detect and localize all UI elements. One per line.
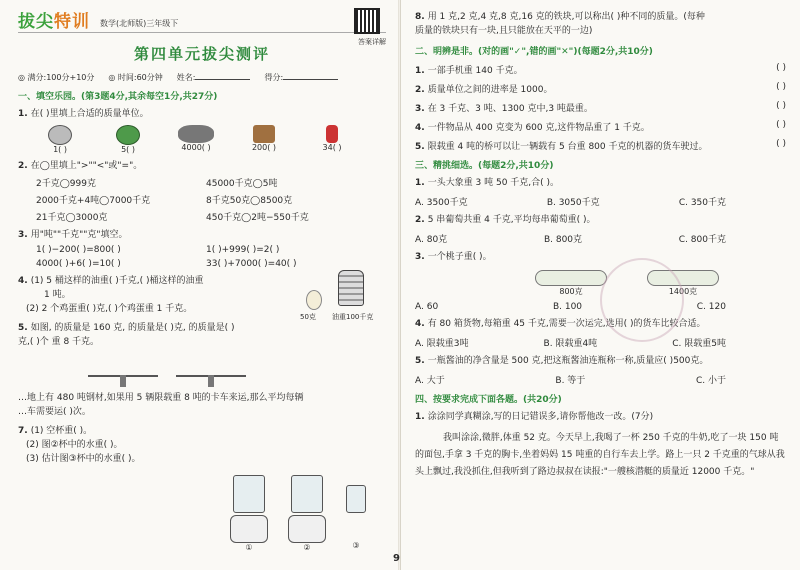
q1-pictures [36,125,386,154]
balance-scale-icon [88,353,158,377]
comparison-item[interactable]: 2千克◯999克 [36,179,96,189]
question-6: …地上有 480 吨钢材,如果用 5 辆限载重 8 吨的卡车来运,那么平均每辆 …车需要运( )次。 [18,393,304,417]
mc-options[interactable]: A. 3500千克 B. 3050千克 C. 350千克 [415,198,726,208]
section-4-heading: 四、按要求完成下面各题。(共20分) [415,395,562,405]
section-2-heading: 二、明辨是非。(对的画"✓",错的画"✕")(每题2分,共10分) [415,47,653,57]
full-score: ◎ 满分:100分+10分 [18,73,95,82]
question-4: 4. (1) 5 桶这样的油重( )千克,( )桶这样的油重 1 吨。 (2) 2 个鸡蛋重( )克,( )个鸡蛋重 1 千克。 50克 油重100千克 [18,274,386,316]
subject-label: 数学(北师版)三年级下 [100,19,179,28]
mc-question: 1. 一头大象重 3 吨 50 千克,合( )。 [415,178,560,188]
tf-item[interactable]: 2. 质量单位之间的进率是 1000。 ( ) [415,82,786,95]
mc-question: 3. 一个桃子重( )。 [415,252,492,262]
balance-scales [88,353,386,377]
comparison-item[interactable]: 8千克50克◯8500克 [206,196,293,206]
mc-options[interactable]: A. 大于 B. 等于 C. 小于 [415,376,726,386]
qr-code-icon[interactable] [354,8,380,34]
q2-comparisons [36,176,386,223]
brand-logo: 拔尖特训 [18,12,90,32]
q7-cups [230,475,366,552]
comparison-item[interactable]: 21千克◯3000克 [36,213,108,223]
question-3: 3. 用"吨""千克""克"填空。 [18,230,128,240]
name-field[interactable]: 姓名: [177,72,251,83]
cake-item: 200( ) [240,125,288,154]
question-7: 7. (1) 空杯重( )。 (2) 图②杯中的水重( )。 (3) 估计图③杯中的水重( )。 [18,426,141,464]
mc-options[interactable]: A. 60 B. 100 C. 120 [415,302,726,312]
comparison-item[interactable]: 450千克◯2吨−550千克 [206,213,309,223]
egg-icon [306,290,322,310]
balance-scale-icon [176,353,246,377]
comparison-item[interactable]: 2000千克+4吨◯7000千克 [36,196,151,206]
oil-barrel-icon [338,270,364,306]
diary-paragraph: 我叫涂涂,微胖,体重 52 克。今天早上,我喝了一杯 250 千克的牛奶,吃了一块 150 吨的面包,手拿 3 千克的胸卡,坐着妈妈 15 吨重的自行车去上学。路上一只 2 千克重的气球从我头上飘过,我没抓住,但我听到了路边叔叔在读报:"一艘核潜艇的质量近 12000 千克。" [415,433,785,477]
unit-fill-item[interactable]: 1( )+999( )=2( ) [206,245,280,255]
coin-item: 1( ) [36,125,84,154]
cup-scale-2: ② [288,475,326,552]
watermark-stamp [600,258,684,342]
question-1: 1. 在( )里填上合适的质量单位。 [18,109,149,119]
child-item: 34( ) [308,125,356,154]
cup-3: ③ [346,475,366,552]
section-3-heading: 三、精挑细选。(每题2分,共10分) [415,161,554,171]
mc-options[interactable]: A. 限载重3吨 B. 限载重4吨 C. 限载重5吨 [415,339,726,349]
hippo-item: 4000( ) [172,125,220,154]
tf-item[interactable]: 5. 限载重 4 吨的桥可以让一辆载有 5 台重 800 千克的机器的货车驶过。 ( ) [415,139,786,152]
mc-question: 5. 一瓶酱油的净含量是 500 克,把这瓶酱油连瓶称一称,质量应( )500克。 [415,356,709,366]
unit-fill-item[interactable]: 33( )+7000( )=40( ) [206,259,297,269]
page-title: 第四单元拔尖测评 [133,45,270,63]
mc-question: 2. 5 串葡萄共重 4 千克,平均每串葡萄重( )。 [415,215,596,225]
tray-1400: 1400克 [647,270,719,297]
qr-caption: 答案详解 [358,38,386,46]
section-1-heading: 一、填空乐园。(第3题4分,其余每空1分,共27分) [18,92,218,102]
tf-item[interactable]: 4. 一件物品从 400 克变为 600 克,这件物品重了 1 千克。 ( ) [415,120,786,133]
tf-item[interactable]: 3. 在 3 千克、3 吨、1300 克中,3 吨最重。 ( ) [415,101,786,114]
watermelon-item: 5( ) [104,125,152,154]
mc-question: 4. 有 80 箱货物,每箱重 45 千克,需要一次运完,选用( )的货车比较合适。 [415,319,706,329]
tf-item[interactable]: 1. 一部手机重 140 千克。 ( ) [415,63,786,76]
test-meta [18,72,386,83]
question-5: 5. 如图, 的质量是 160 克, 的质量是( )克, 的质量是( ) 克,( )个 重 8 千克。 [18,323,235,347]
question-2: 2. 在◯里填上">""<"或"="。 [18,161,143,171]
right-page [400,0,800,570]
page-number: 9 [393,553,400,564]
question-4-1: 1. 涂涂同学真糊涂,写的日记错误多,请你帮他改一改。(7分) [415,412,654,422]
q3-fill-units [36,245,386,269]
page-header [18,6,386,46]
egg-weight-label: 50克 [300,313,316,321]
mc-options[interactable]: A. 80克 B. 800克 C. 800千克 [415,235,726,245]
unit-fill-item[interactable]: 1( )−200( )=800( ) [36,245,121,255]
time-limit: ◎ 时间:60分钟 [108,73,163,82]
question-8: 8. 用 1 克,2 克,4 克,8 克,16 克的铁块,可以称出( )种不同的质量。(每种 质量的铁块只有一块,且只能放在天平的一边) [415,12,705,36]
comparison-item[interactable]: 45000千克◯5吨 [206,179,278,189]
unit-fill-item[interactable]: 4000( )+6( )=10( ) [36,259,121,269]
cup-scale-1: ① [230,475,268,552]
score-field[interactable]: 得分: [264,72,338,83]
oil-weight-label: 油重100千克 [332,313,374,321]
tray-800: 800克 [535,270,607,297]
